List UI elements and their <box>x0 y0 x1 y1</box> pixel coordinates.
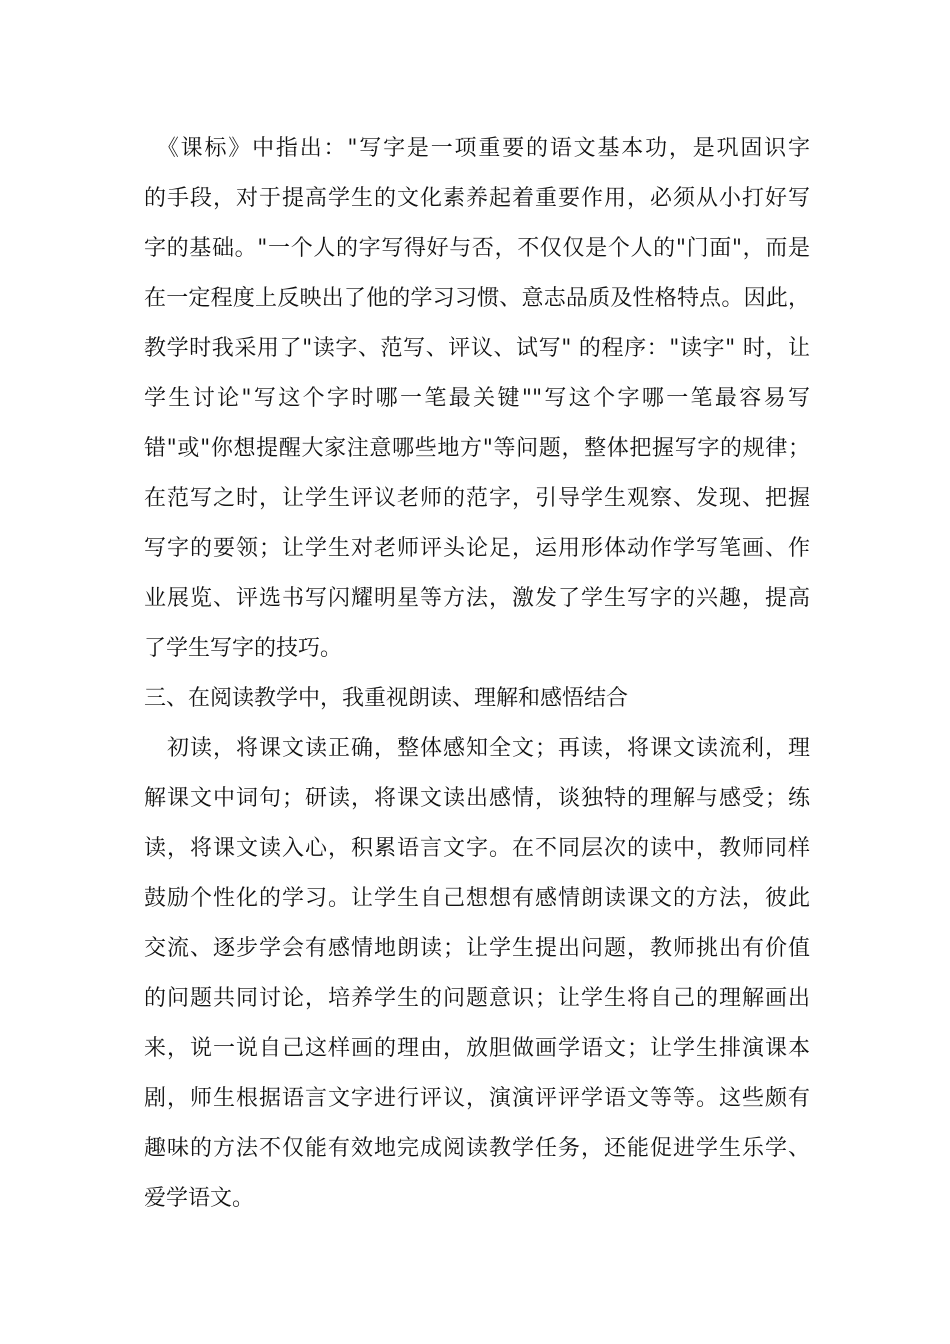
paragraph-1-line-8: 在范写之时，让学生评议老师的范字，引导学生观察、发现、把握 <box>144 486 810 511</box>
paragraph-2-line-8: 剧，师生根据语言文字进行评议，演演评评学语文等等。这些颇有 <box>144 1086 810 1111</box>
section-heading: 三、在阅读教学中，我重视朗读、理解和感悟结合 <box>144 686 629 711</box>
paragraph-2-line-4: 鼓励个性化的学习。让学生自己想想有感情朗读课文的方法，彼此 <box>144 886 810 911</box>
paragraph-1-line-3: 字的基础。"一个人的字写得好与否，不仅仅是个人的"门面"，而是 <box>144 236 810 261</box>
paragraph-1-line-4: 在一定程度上反映出了他的学习习惯、意志品质及性格特点。因此， <box>144 286 810 311</box>
paragraph-2-line-6: 的问题共同讨论，培养学生的问题意识；让学生将自己的理解画出 <box>144 986 810 1011</box>
paragraph-2-line-1: 初读，将课文读正确，整体感知全文；再读，将课文读流利，理 <box>144 736 810 761</box>
paragraph-2-line-9: 趣味的方法不仅能有效地完成阅读教学任务，还能促进学生乐学、 <box>144 1136 810 1161</box>
paragraph-2-line-5: 交流、逐步学会有感情地朗读；让学生提出问题，教师挑出有价值 <box>144 936 810 961</box>
paragraph-1-line-5: 教学时我采用了"读字、范写、评议、试写" 的程序："读字" 时，让 <box>144 336 810 361</box>
paragraph-2-line-10: 爱学语文。 <box>144 1186 255 1211</box>
paragraph-1-line-1: 《课标》中指出："写字是一项重要的语文基本功，是巩固识字 <box>144 136 810 161</box>
paragraph-1-line-9: 写字的要领；让学生对老师评头论足，运用形体动作学写笔画、作 <box>144 536 810 561</box>
paragraph-1-line-7: 错"或"你想提醒大家注意哪些地方"等问题，整体把握写字的规律； <box>144 436 810 461</box>
paragraph-1-line-11: 了学生写字的技巧。 <box>144 636 343 661</box>
paragraph-1-line-2: 的手段，对于提高学生的文化素养起着重要作用，必须从小打好写 <box>144 186 810 211</box>
paragraph-2-line-3: 读，将课文读入心，积累语言文字。在不同层次的读中，教师同样 <box>144 836 810 861</box>
paragraph-2-line-2: 解课文中词句；研读，将课文读出感情，谈独特的理解与感受；练 <box>144 786 810 811</box>
paragraph-1-line-10: 业展览、评选书写闪耀明星等方法，激发了学生写字的兴趣，提高 <box>144 586 810 611</box>
paragraph-2-line-7: 来，说一说自己这样画的理由，放胆做画学语文；让学生排演课本 <box>144 1036 810 1061</box>
paragraph-1-line-6: 学生讨论"写这个字时哪一笔最关键""写这个字哪一笔最容易写 <box>144 386 810 411</box>
